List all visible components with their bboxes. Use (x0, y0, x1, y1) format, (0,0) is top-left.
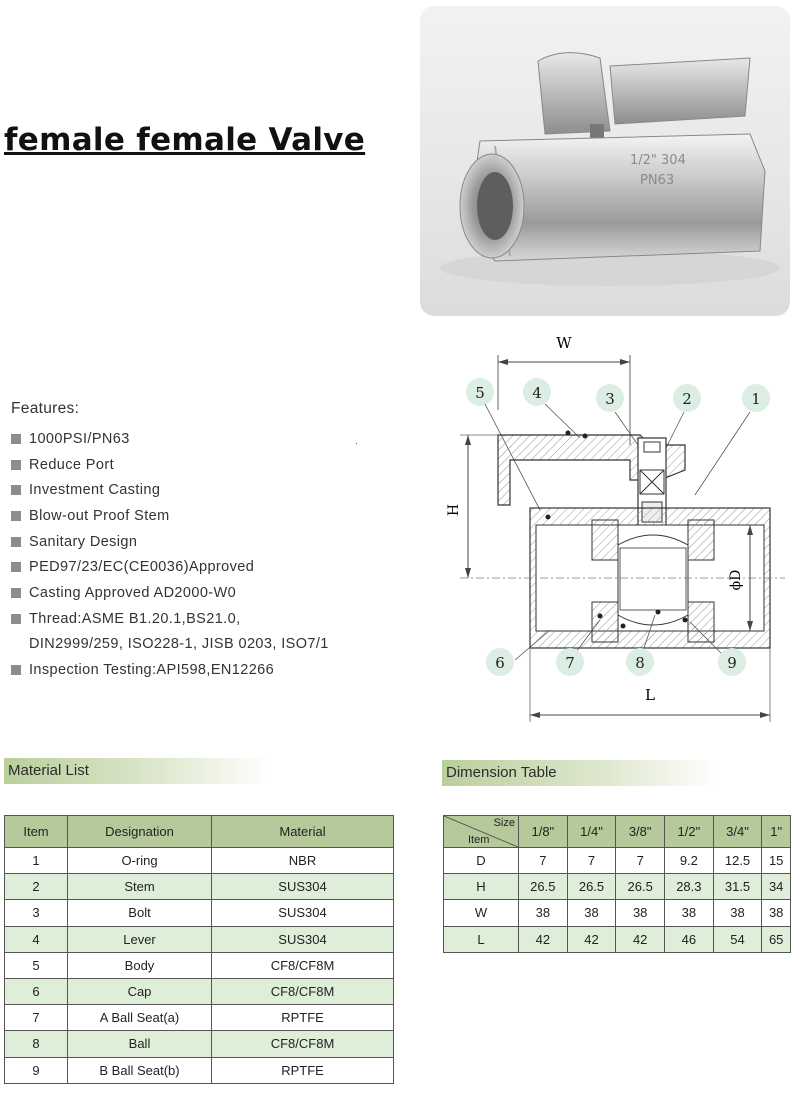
table-row (444, 926, 791, 952)
size-header: 1/4" (567, 816, 616, 848)
cell: 26.5 (519, 874, 568, 900)
cell: 12.5 (713, 848, 762, 874)
cell: 7 (616, 848, 665, 874)
valve-photo (420, 6, 790, 316)
features-heading: Features: (11, 400, 80, 417)
bullet-square-icon (11, 588, 21, 598)
page-title: female female Valve (4, 122, 366, 158)
cell: Lever (68, 926, 212, 952)
size-header: 1/8" (519, 816, 568, 848)
dim-label-w: W (556, 334, 572, 352)
row-label: L (444, 926, 519, 952)
callout-5: 5 (475, 384, 485, 402)
bullet-square-icon (11, 511, 21, 521)
cell: B Ball Seat(b) (68, 1057, 212, 1083)
table-row (5, 1005, 394, 1031)
cell: 26.5 (616, 874, 665, 900)
feature-text: PED97/23/EC(CE0036)Approved (29, 559, 255, 576)
feature-item (11, 426, 329, 452)
cell: 42 (567, 926, 616, 952)
cell: Bolt (68, 900, 212, 926)
row-label: H (444, 874, 519, 900)
callout-6: 6 (495, 654, 505, 672)
cell: SUS304 (212, 926, 394, 952)
bullet-square-icon (11, 614, 21, 624)
table-row (444, 874, 791, 900)
size-header: 3/8" (616, 816, 665, 848)
cell: 15 (762, 848, 791, 874)
cell: 46 (665, 926, 714, 952)
feature-text: Casting Approved AD2000-W0 (29, 584, 237, 601)
feature-item-continuation (11, 632, 329, 658)
bullet-square-icon (11, 485, 21, 495)
feature-item (11, 529, 329, 555)
cell: Stem (68, 874, 212, 900)
feature-text: Investment Casting (29, 482, 161, 499)
feature-text: Sanitary Design (29, 533, 138, 550)
features-list (11, 400, 329, 683)
cell: 38 (762, 900, 791, 926)
cell: CF8/CF8M (212, 952, 394, 978)
table-row (5, 874, 394, 900)
cell: 34 (762, 874, 791, 900)
cell: 54 (713, 926, 762, 952)
cell: 65 (762, 926, 791, 952)
callout-4: 4 (532, 384, 542, 402)
feature-item (11, 580, 329, 606)
cell: 7 (519, 848, 568, 874)
size-header: 1" (762, 816, 791, 848)
row-label: D (444, 848, 519, 874)
cell: 38 (567, 900, 616, 926)
cell: 26.5 (567, 874, 616, 900)
dimension-table (443, 815, 791, 953)
cell: 28.3 (665, 874, 714, 900)
feature-text: 1000PSI/PN63 (29, 430, 130, 447)
table-row (5, 952, 394, 978)
cell: 42 (519, 926, 568, 952)
callout-3: 3 (605, 390, 615, 408)
feature-item (11, 503, 329, 529)
cell: 4 (5, 926, 68, 952)
corner-header (444, 816, 519, 848)
cell: 9.2 (665, 848, 714, 874)
feature-item (11, 477, 329, 503)
table-row (444, 848, 791, 874)
cell: 1 (5, 848, 68, 874)
table-row (5, 1031, 394, 1057)
feature-item (11, 554, 329, 580)
feature-item (11, 452, 329, 478)
callout-1: 1 (751, 390, 761, 408)
cell: NBR (212, 848, 394, 874)
cell: RPTFE (212, 1005, 394, 1031)
cell: Ball (68, 1031, 212, 1057)
dim-label-h: H (446, 503, 462, 517)
valve-section-drawing (440, 330, 790, 735)
bullet-square-icon (11, 537, 21, 547)
feature-text: Blow-out Proof Stem (29, 507, 170, 524)
cell: 38 (665, 900, 714, 926)
valve-marking-pressure: PN63 (640, 173, 675, 188)
callout-8: 8 (635, 654, 645, 672)
corner-item-label: Item (468, 834, 490, 846)
callout-9: 9 (727, 654, 737, 672)
cell: SUS304 (212, 874, 394, 900)
feature-text: Thread:ASME B1.20.1,BS21.0, (29, 610, 241, 627)
cell: 8 (5, 1031, 68, 1057)
table-header-row (444, 816, 791, 848)
dim-label-d: ϕD (728, 569, 744, 591)
bullet-square-icon (11, 460, 21, 470)
cell: O-ring (68, 848, 212, 874)
cell: A Ball Seat(a) (68, 1005, 212, 1031)
cell: Body (68, 952, 212, 978)
cell: 9 (5, 1057, 68, 1083)
stray-dot: . (355, 436, 358, 447)
callout-2: 2 (682, 390, 692, 408)
cell: 7 (567, 848, 616, 874)
valve-marking-size: 1/2" 304 (630, 153, 686, 168)
cell: 7 (5, 1005, 68, 1031)
cell: 5 (5, 952, 68, 978)
cell: 3 (5, 900, 68, 926)
table-header-row (5, 816, 394, 848)
cell: 38 (713, 900, 762, 926)
table-row (5, 848, 394, 874)
size-header: 3/4" (713, 816, 762, 848)
cell: RPTFE (212, 1057, 394, 1083)
cell: Cap (68, 978, 212, 1004)
cell: 31.5 (713, 874, 762, 900)
corner-size-label: Size (493, 817, 515, 829)
table-row (5, 978, 394, 1004)
cell: 38 (616, 900, 665, 926)
cell: CF8/CF8M (212, 1031, 394, 1057)
size-header: 1/2" (665, 816, 714, 848)
cell: 6 (5, 978, 68, 1004)
material-table (4, 815, 394, 1084)
bullet-square-icon (11, 665, 21, 675)
table-row (444, 900, 791, 926)
row-label: W (444, 900, 519, 926)
feature-text: Reduce Port (29, 456, 114, 473)
bullet-square-icon (11, 562, 21, 572)
bullet-square-icon (11, 434, 21, 444)
cell: SUS304 (212, 900, 394, 926)
cell: 38 (519, 900, 568, 926)
column-header: Designation (68, 816, 212, 848)
feature-item (11, 657, 329, 683)
column-header: Material (212, 816, 394, 848)
feature-item (11, 606, 329, 632)
cell: CF8/CF8M (212, 978, 394, 1004)
material-list-heading: Material List (4, 758, 268, 784)
feature-text: Inspection Testing:API598,EN12266 (29, 662, 275, 679)
dimension-table-heading: Dimension Table (442, 760, 716, 786)
cell: 2 (5, 874, 68, 900)
table-row (5, 926, 394, 952)
table-row (5, 900, 394, 926)
feature-text: DIN2999/259, ISO228-1, JISB 0203, ISO7/1 (29, 636, 329, 653)
dim-label-l: L (645, 686, 655, 704)
table-row (5, 1057, 394, 1083)
cell: 42 (616, 926, 665, 952)
callout-7: 7 (565, 654, 575, 672)
column-header: Item (5, 816, 68, 848)
